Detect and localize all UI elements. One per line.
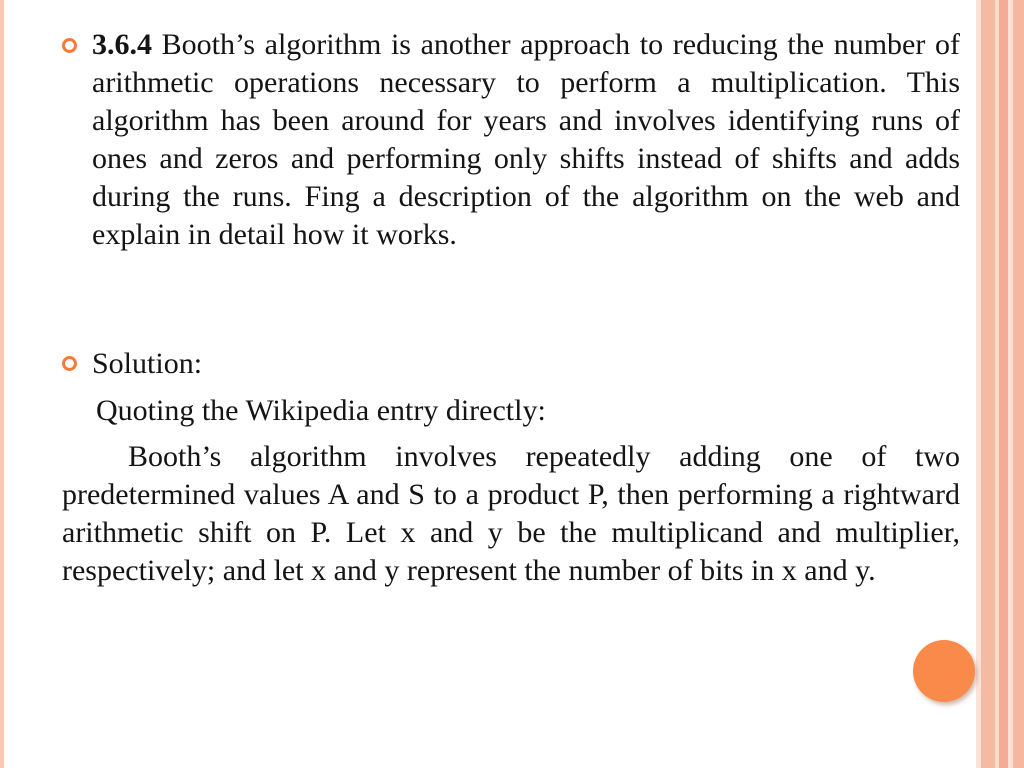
solution-intro: Quoting the Wikipedia entry directly:	[96, 394, 546, 427]
stripe	[981, 0, 995, 768]
solution-heading: Solution:	[92, 347, 203, 380]
stripe	[1013, 0, 1024, 768]
ring-bullet-icon	[62, 38, 77, 53]
question-body: Booth’s algorithm is another approach to reducing the number of arithmetic operations necessary to perform a multiplication. This algorithm has been around for years and involves identifying runs of ones and zeros and performing only shifts instead of shifts and adds during the runs. Fing a description of the algorithm on the web and explain in detail how it works.	[92, 28, 960, 251]
ring-bullet-icon	[62, 356, 77, 371]
stripe	[999, 0, 1008, 768]
right-decorative-stripes	[976, 0, 1024, 768]
solution-body: Booth’s algorithm involves repeatedly adding one of two predetermined values A and S to a product P, then performing a rightward arithmetic shift on P. Let x and y be the multiplicand and multiplier, respectively; and let x and y represent the number of bits in x and y.	[62, 440, 960, 587]
question-text	[92, 26, 960, 254]
orange-circle-decoration	[913, 640, 975, 702]
question-number: 3.6.4	[92, 28, 152, 61]
